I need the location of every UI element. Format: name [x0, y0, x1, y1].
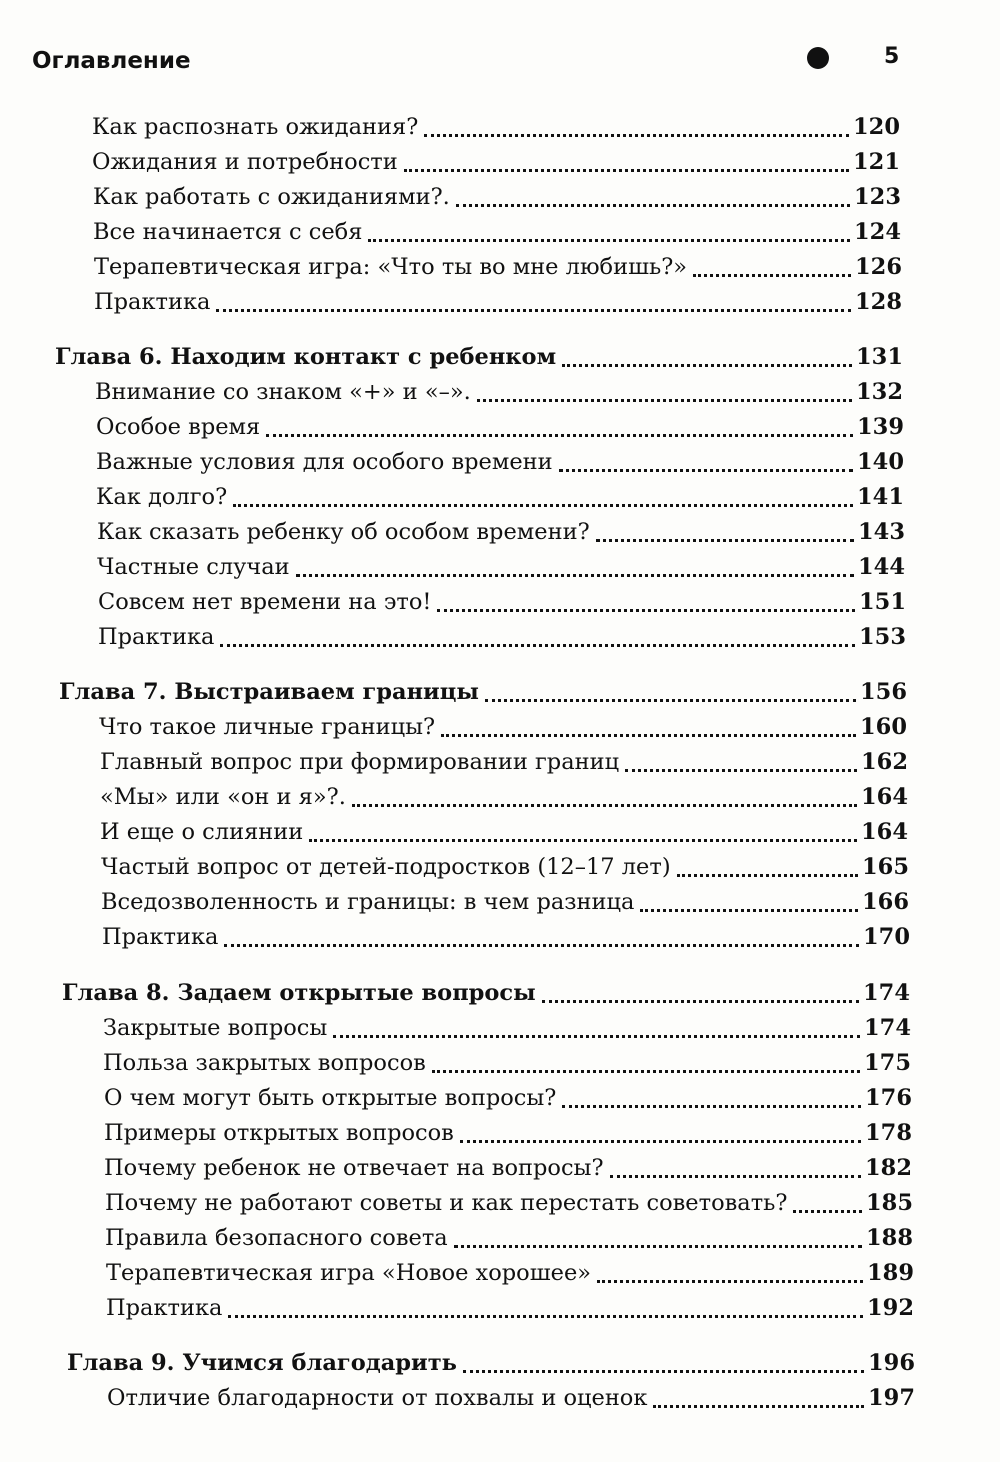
toc-entry-page: 174 [863, 980, 910, 1006]
toc-entry-page: 182 [865, 1155, 912, 1181]
toc-section-entry[interactable] [94, 285, 902, 319]
toc-chapter-entry[interactable] [55, 340, 903, 374]
toc-entry-title: Терапевтическая игра «Новое хорошее» [106, 1260, 592, 1286]
toc-section-entry[interactable] [105, 1186, 913, 1220]
toc-entry-page: 160 [860, 714, 907, 740]
toc-entry-page: 120 [853, 114, 900, 140]
toc-entry-title: Как работать с ожиданиями?. [93, 184, 450, 210]
toc-entry-page: 123 [854, 184, 901, 210]
dot-leader [610, 1175, 862, 1178]
toc-entry-page: 126 [855, 254, 902, 280]
dot-leader [404, 169, 849, 172]
dot-leader [463, 1370, 864, 1373]
toc-entry-page: 128 [855, 289, 902, 315]
page-header [32, 44, 912, 84]
toc-section-entry[interactable] [104, 1081, 912, 1115]
dot-leader [596, 539, 854, 542]
dot-leader [220, 644, 855, 647]
toc-entry-title: Практика [98, 624, 215, 650]
toc-entry-title: Почему ребенок не отвечает на вопросы? [104, 1155, 604, 1181]
toc-section-entry[interactable] [103, 1046, 911, 1080]
toc-section-entry[interactable] [92, 145, 900, 179]
toc-section-entry[interactable] [107, 1381, 915, 1415]
toc-entry-page: 188 [866, 1225, 913, 1251]
toc-entry-page: 178 [865, 1120, 912, 1146]
toc-section-entry[interactable] [96, 480, 904, 514]
dot-leader [640, 909, 858, 912]
dot-leader [424, 134, 849, 137]
toc-entry-title: Практика [94, 289, 211, 315]
toc-entry-page: 164 [861, 819, 908, 845]
toc-entry-page: 132 [856, 379, 903, 405]
toc-section-entry[interactable] [102, 920, 910, 954]
toc-section-entry[interactable] [101, 850, 909, 884]
toc-section-entry[interactable] [100, 815, 908, 849]
toc-section-entry[interactable] [94, 250, 902, 284]
toc-section-entry[interactable] [92, 110, 900, 144]
toc-section-entry[interactable] [97, 515, 905, 549]
dot-leader [693, 274, 851, 277]
toc-entry-title: Примеры открытых вопросов [104, 1120, 454, 1146]
toc-entry-page: 164 [861, 784, 908, 810]
toc-entry-title: Совсем нет времени на это! [98, 589, 432, 615]
toc-entry-title: Ожидания и потребности [92, 149, 398, 175]
dot-leader [233, 504, 853, 507]
toc-entry-page: 189 [867, 1260, 914, 1286]
toc-section-entry[interactable] [100, 780, 908, 814]
toc-entry-title: Вседозволенность и границы: в чем разница [101, 889, 635, 915]
toc-entry-title: Правила безопасного совета [105, 1225, 448, 1251]
dot-leader [333, 1035, 860, 1038]
dot-leader [368, 239, 850, 242]
toc-section-entry[interactable] [98, 620, 906, 654]
dot-leader [562, 1105, 861, 1108]
toc-entry-page: 144 [858, 554, 905, 580]
toc-entry-page: 131 [856, 344, 903, 370]
dot-leader [677, 874, 858, 877]
toc-entry-page: 124 [854, 219, 901, 245]
dot-leader [597, 1280, 863, 1283]
toc-entry-title: Главный вопрос при формировании границ [100, 749, 620, 775]
toc-entry-page: 151 [859, 589, 906, 615]
toc-entry-page: 121 [853, 149, 900, 175]
toc-chapter-entry[interactable] [59, 675, 907, 709]
toc-entry-page: 196 [868, 1350, 915, 1376]
dot-leader [477, 399, 852, 402]
dot-leader [228, 1315, 863, 1318]
toc-entry-title: Отличие благодарности от похвалы и оценок [107, 1385, 648, 1411]
dot-leader [352, 804, 857, 807]
toc-entry-title: Как долго? [96, 484, 228, 510]
toc-entry-title: Что такое личные границы? [99, 714, 436, 740]
dot-leader [454, 1245, 862, 1248]
dot-leader [432, 1070, 860, 1073]
toc-entry-page: 170 [863, 924, 910, 950]
toc-chapter-entry[interactable] [62, 976, 910, 1010]
toc-entry-title: Как сказать ребенку об особом времени? [97, 519, 590, 545]
bullet-dot-icon [807, 47, 829, 69]
dot-leader [625, 769, 857, 772]
toc-entry-title: Польза закрытых вопросов [103, 1050, 426, 1076]
toc-entry-page: 156 [860, 679, 907, 705]
toc-entry-page: 153 [859, 624, 906, 650]
dot-leader [460, 1140, 861, 1143]
toc-section-entry[interactable] [106, 1291, 914, 1325]
running-title: Оглавление [32, 48, 191, 74]
toc-entry-page: 174 [864, 1015, 911, 1041]
toc-section-entry[interactable] [106, 1256, 914, 1290]
toc-entry-title: Глава 6. Находим контакт с ребенком [55, 344, 557, 370]
toc-entry-title: Частый вопрос от детей-подростков (12–17 лет) [101, 854, 671, 880]
dot-leader [441, 734, 856, 737]
dot-leader [456, 204, 850, 207]
toc-entry-title: Глава 8. Задаем открытые вопросы [62, 980, 536, 1006]
dot-leader [216, 309, 851, 312]
toc-section-entry[interactable] [96, 445, 904, 479]
toc-entry-page: 143 [858, 519, 905, 545]
dot-leader [309, 839, 857, 842]
toc-entry-title: И еще о слиянии [100, 819, 304, 845]
toc-entry-page: 185 [866, 1190, 913, 1216]
toc-entry-title: Терапевтическая игра: «Что ты во мне любишь?» [94, 254, 688, 280]
toc-entry-page: 197 [868, 1385, 915, 1411]
toc-entry-title: Практика [106, 1295, 223, 1321]
toc-entry-page: 139 [857, 414, 904, 440]
toc-entry-title: Важные условия для особого времени [96, 449, 553, 475]
toc-entry-title: Практика [102, 924, 219, 950]
toc-entry-page: 176 [865, 1085, 912, 1111]
toc-section-entry[interactable] [95, 375, 903, 409]
toc-entry-page: 192 [867, 1295, 914, 1321]
page-number: 5 [884, 44, 900, 69]
toc-entry-page: 175 [864, 1050, 911, 1076]
toc-section-entry[interactable] [99, 710, 907, 744]
dot-leader [653, 1405, 864, 1408]
toc-entry-title: «Мы» или «он и я»?. [100, 784, 346, 810]
dot-leader [296, 574, 854, 577]
toc-section-entry[interactable] [103, 1011, 911, 1045]
toc-entry-title: Закрытые вопросы [103, 1015, 328, 1041]
dot-leader [266, 434, 853, 437]
toc-entry-page: 141 [857, 484, 904, 510]
toc-section-entry[interactable] [101, 885, 909, 919]
toc-entry-title: Почему не работают советы и как перестать советовать? [105, 1190, 788, 1216]
dot-leader [542, 1000, 859, 1003]
toc-entry-title: Глава 9. Учимся благодарить [67, 1350, 457, 1376]
toc-entry-title: Все начинается с себя [93, 219, 363, 245]
toc-entry-page: 162 [861, 749, 908, 775]
toc-chapter-entry[interactable] [67, 1346, 915, 1380]
toc-section-entry[interactable] [93, 215, 901, 249]
dot-leader [437, 609, 855, 612]
toc-entry-title: Как распознать ожидания? [92, 114, 419, 140]
dot-leader [562, 364, 852, 367]
toc-entry-page: 166 [862, 889, 909, 915]
toc-entry-page: 140 [857, 449, 904, 475]
toc-section-entry[interactable] [100, 745, 908, 779]
toc-section-entry[interactable] [96, 410, 904, 444]
toc-section-entry[interactable] [97, 550, 905, 584]
dot-leader [485, 699, 856, 702]
toc-section-entry[interactable] [93, 180, 901, 214]
toc-entry-page: 165 [862, 854, 909, 880]
toc-section-entry[interactable] [104, 1116, 912, 1150]
dot-leader [793, 1210, 862, 1213]
toc-entry-title: Глава 7. Выстраиваем границы [59, 679, 479, 705]
dot-leader [559, 469, 853, 472]
toc-entry-title: Внимание со знаком «+» и «–». [95, 379, 471, 405]
toc-section-entry[interactable] [105, 1221, 913, 1255]
toc-entry-title: Частные случаи [97, 554, 290, 580]
toc-entry-title: Особое время [96, 414, 261, 440]
toc-section-entry[interactable] [104, 1151, 912, 1185]
toc-entry-title: О чем могут быть открытые вопросы? [104, 1085, 557, 1111]
toc-section-entry[interactable] [98, 585, 906, 619]
dot-leader [224, 944, 859, 947]
